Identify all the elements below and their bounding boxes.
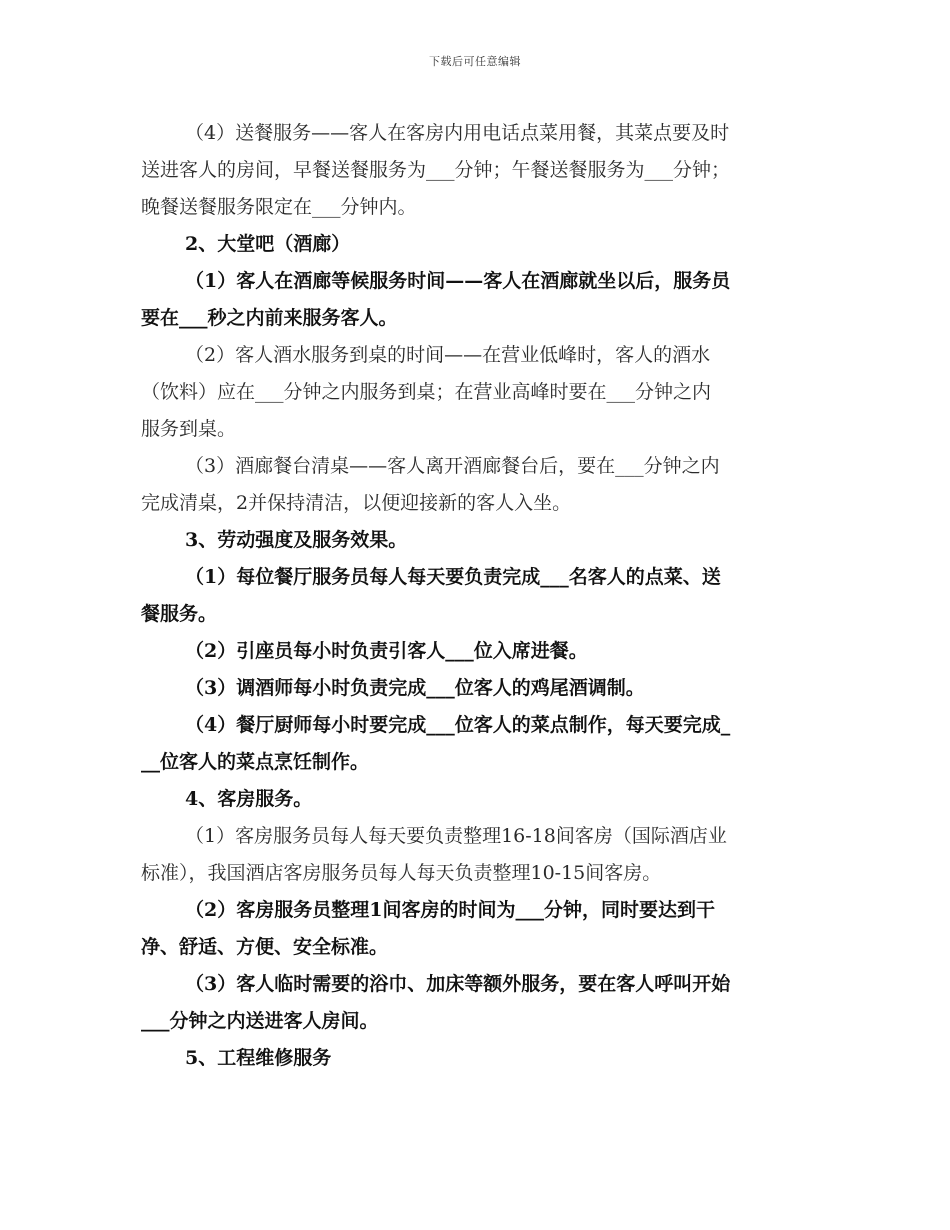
text-line: （2）引座员每小时负责引客人___位入席进餐。	[185, 640, 588, 662]
page-header: 下载后可任意编辑	[429, 55, 521, 68]
text-line: （3）酒廊餐台清桌——客人离开酒廊餐台后，要在___分钟之内	[185, 455, 720, 477]
text-line: 餐服务。	[141, 603, 218, 625]
text-line: 标准），我国酒店客房服务员每人每天负责整理10-15间客房。	[141, 862, 662, 884]
document-body	[141, 115, 813, 1077]
section-heading: 2、大堂吧（酒廊）	[185, 233, 351, 255]
text-line: 净、舒适、方便、安全标准。	[141, 936, 389, 958]
text-line: （1）客房服务员每人每天要负责整理16-18间客房（国际酒店业	[185, 825, 727, 847]
text-line: （饮料）应在___分钟之内服务到桌；在营业高峰时要在___分钟之内	[141, 381, 712, 403]
text-line: 服务到桌。	[141, 418, 237, 440]
text-line: （3）调酒师每小时负责完成___位客人的鸡尾酒调制。	[185, 677, 645, 699]
text-line: ___分钟之内送进客人房间。	[141, 1010, 379, 1032]
section-heading: 3、劳动强度及服务效果。	[185, 529, 408, 551]
section-heading: 5、工程维修服务	[185, 1047, 332, 1069]
text-line: （2）客房服务员整理1间客房的时间为___分钟，同时要达到干	[185, 899, 715, 921]
section-heading: 4、客房服务。	[185, 788, 313, 810]
text-line: 送进客人的房间，早餐送餐服务为___分钟；午餐送餐服务为___分钟；	[141, 159, 731, 181]
text-line: 晚餐送餐服务限定在___分钟内。	[141, 196, 417, 218]
text-line: __位客人的菜点烹饪制作。	[141, 751, 370, 773]
text-line: （3）客人临时需要的浴巾、加床等额外服务，要在客人呼叫开始	[185, 973, 731, 995]
text-line: 要在___秒之内前来服务客人。	[141, 307, 398, 329]
text-line: （2）客人酒水服务到桌的时间——在营业低峰时，客人的酒水	[185, 344, 711, 366]
text-line: （4）送餐服务——客人在客房内用电话点菜用餐，其菜点要及时	[185, 122, 730, 144]
text-line: （1）每位餐厅服务员每人每天要负责完成___名客人的点菜、送	[185, 566, 721, 588]
text-line: 完成清桌，2并保持清洁，以便迎接新的客人入坐。	[141, 492, 572, 514]
text-line: （1）客人在酒廊等候服务时间——客人在酒廊就坐以后，服务员	[185, 270, 731, 292]
text-line: （4）餐厅厨师每小时要完成___位客人的菜点制作，每天要完成_	[185, 714, 731, 736]
